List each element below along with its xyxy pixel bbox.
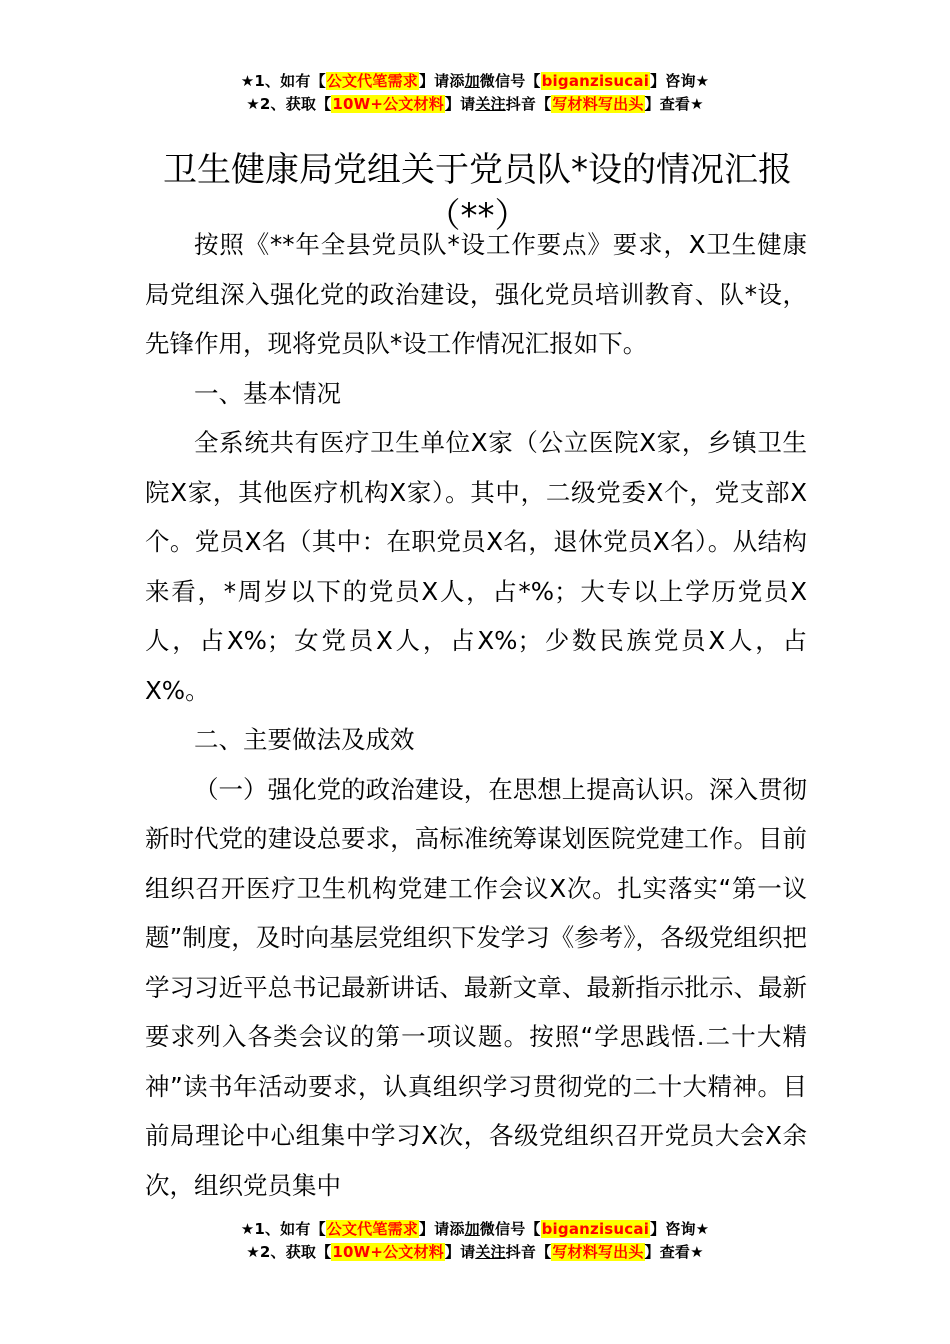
promo-line-2: ★2、获取【10W+公文材料】请关注抖音【写材料写出头】查看★ (246, 1243, 704, 1261)
paragraph-basic-info: 全系统共有医疗卫生单位X家（公立医院X家，乡镇卫生院X家，其他医疗机构X家）。其中，二级党委X个，党支部X个。党员X名（其中：在职党员X名，退休党员X名）。从结构来看，*周岁以下的党员X人，占*%；大专以上学历党员X人，占X%；女党员X人，占X%；少数民族党员X人，占X%。 (145, 428, 807, 705)
document-body (145, 220, 807, 1210)
promo-highlight: biganzisucai (541, 72, 650, 90)
promo-highlight: 10W+公文材料 (332, 95, 444, 113)
promo-highlight: biganzisucai (541, 1220, 650, 1238)
promo-highlight: 公文代笔需求 (326, 1220, 418, 1238)
section-heading: 二、主要做法及成效 (194, 725, 415, 754)
promo-highlight: 写材料写出头 (552, 95, 644, 113)
promo-line-2: ★2、获取【10W+公文材料】请关注抖音【写材料写出头】查看★ (246, 95, 704, 113)
top-promo-banner (0, 70, 950, 116)
document-title: 卫生健康局党组关于党员队*设的情况汇报（**） (163, 149, 792, 236)
paragraph-measures: （一）强化党的政治建设，在思想上提高认识。深入贯彻新时代党的建设总要求，高标准统筹谋划医院党建工作。目前组织召开医疗卫生机构党建工作会议X次。扎实落实“第一议题”制度，及时向基层党组织下发学习《参考》，各级党组织把学习习近平总书记最新讲话、最新文章、最新指示批示、最新要求列入各类会议的第一项议题。按照“学思践悟.二十大精神”读书年活动要求，认真组织学习贯彻党的二十大精神。目前局理论中心组集中学习X次，各级党组织召开党员大会X余次，组织党员集中 (145, 774, 807, 1200)
promo-highlight: 公文代笔需求 (326, 72, 418, 90)
paragraph-intro: 按照《**年全县党员队*设工作要点》要求，X卫生健康局党组深入强化党的政治建设，强化党员培训教育、队*设，先锋作用，现将党员队*设工作情况汇报如下。 (145, 230, 807, 358)
section-heading: 一、基本情况 (194, 378, 341, 408)
promo-line-1: ★1、如有【公文代笔需求】请添加微信号【biganzisucai】咨询★ (240, 1220, 710, 1238)
promo-highlight: 写材料写出头 (552, 1243, 644, 1261)
promo-line-1: ★1、如有【公文代笔需求】请添加微信号【biganzisucai】咨询★ (240, 72, 710, 90)
bottom-promo-banner (0, 1218, 950, 1264)
promo-highlight: 10W+公文材料 (332, 1243, 444, 1261)
